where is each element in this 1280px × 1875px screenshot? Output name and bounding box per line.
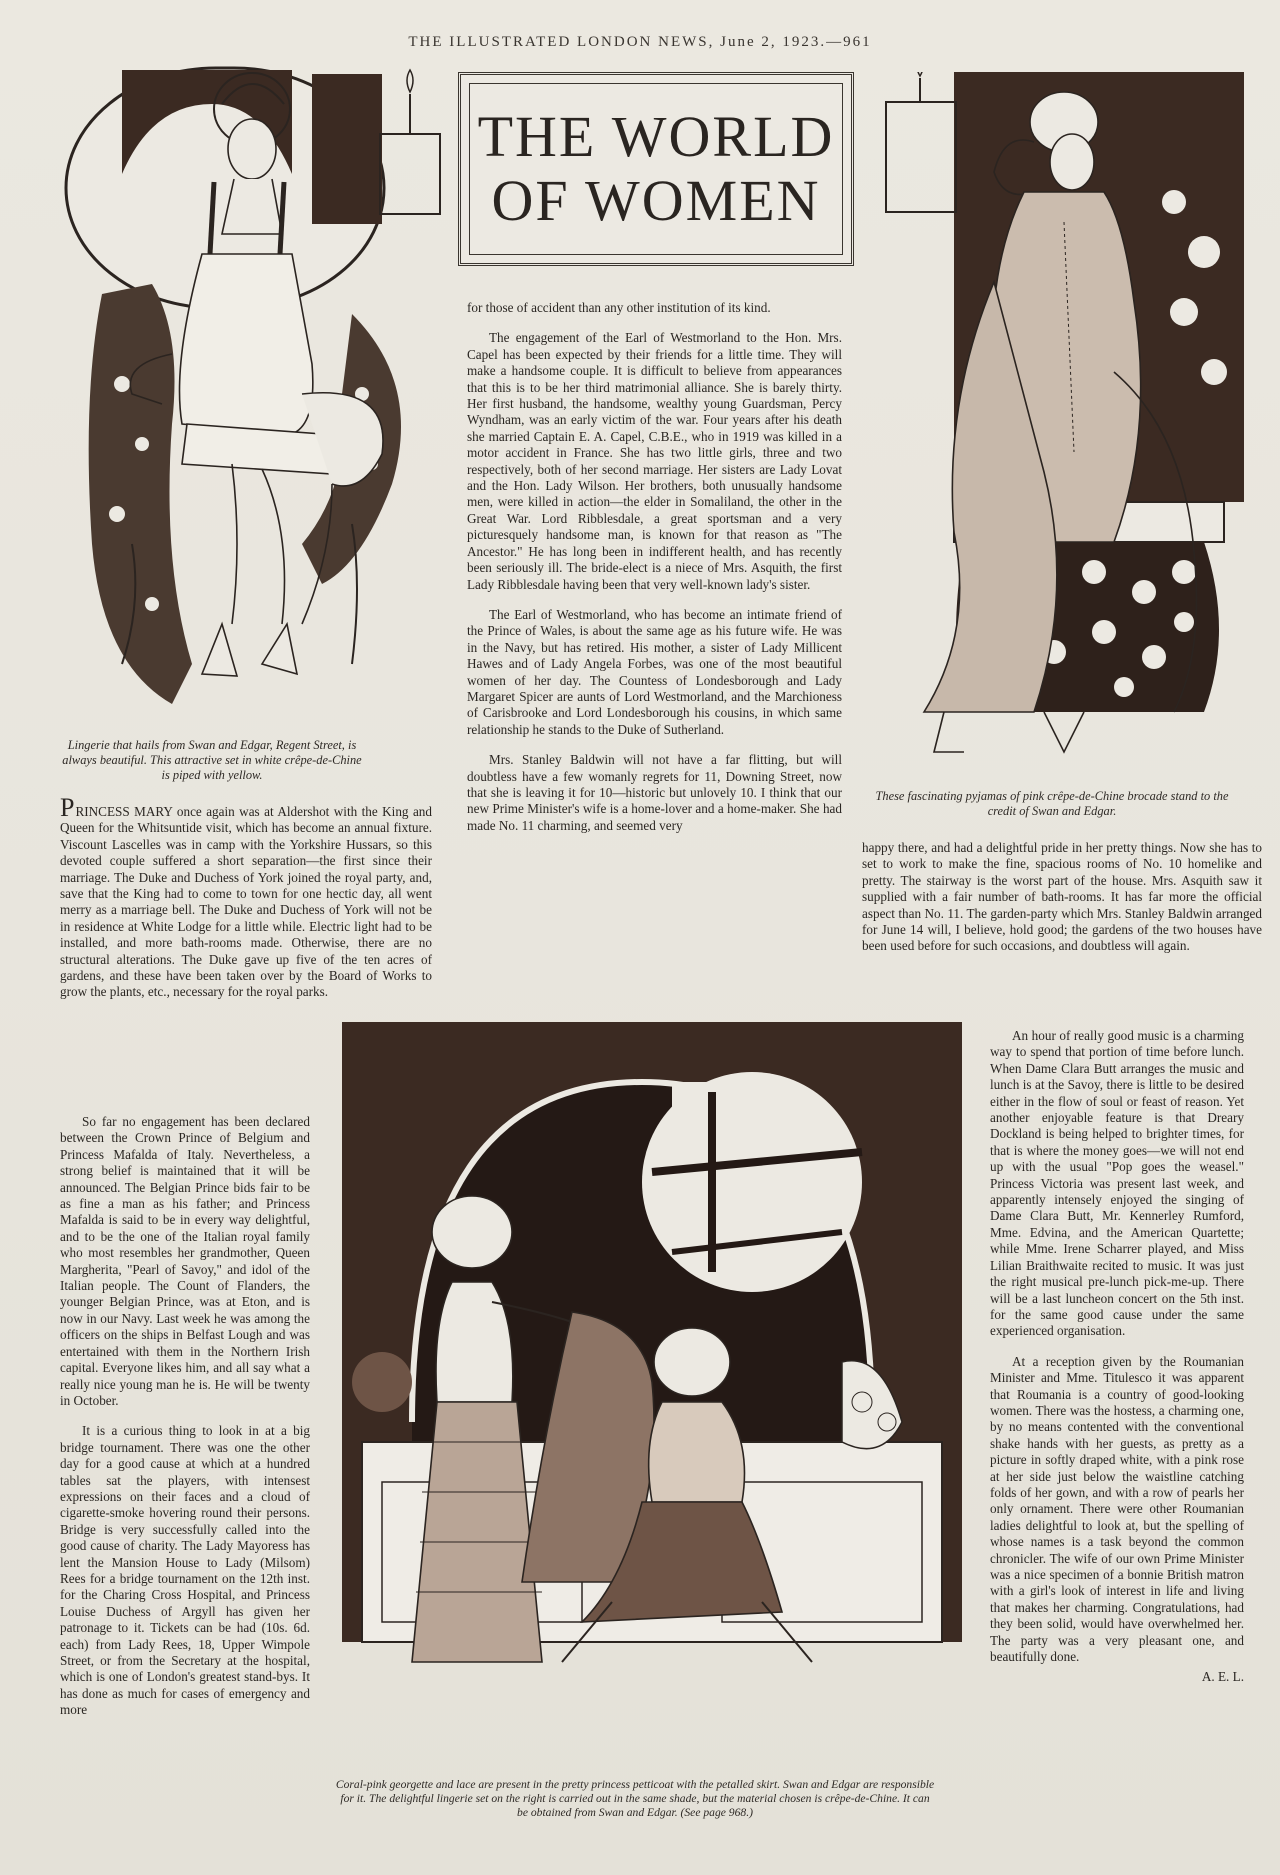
caption-top-left: Lingerie that hails from Swan and Edgar, Regent Street, is always beautiful. This attractive set in white crêpe-de-Chine is piped with yellow.: [62, 738, 362, 782]
title-frame: [469, 83, 843, 255]
column-right-bottom: [990, 1028, 1244, 1700]
paragraph: Mrs. Stanley Baldwin will not have a far flitting, but will doubtless have a few womanly regrets for 11, Downing Street, now that she is leaving it for 10—historic but unlovely 10. I think that our new Prime Minister's wife is a home-lover and a home-maker. She had made No. 11 charming, and seemed very: [467, 752, 842, 833]
signature: A. E. L.: [1201, 1669, 1244, 1685]
illustration-lingerie-set: [62, 64, 452, 732]
running-head: THE ILLUSTRATED LONDON NEWS, June 2, 1923.—961: [408, 34, 872, 50]
title-box: [458, 72, 854, 266]
paragraph: So far no engagement has been declared between the Crown Prince of Belgium and Princess Mafalda of Italy. Nevertheless, a strong belief is maintained that it will be announced. The Belgian Prince bids fair to be as fine a man as his father; and Princess Mafalda is said to be in every way delightful, and to be the one of the Italian royal family who most resembles her grandmother, Queen Margherita, "Pearl of Savoy," and idol of the Italian people. The Count of Flanders, the younger Belgian Prince, was at Eton, and is now in our Navy. Last week he was among the officers on the ships in Belfast Lough and was entertained with them in the Northern Irish capital. Everyone likes him, and all say what a really nice young man he is. He will be twenty in October.: [60, 1114, 310, 1408]
column-right-top: [862, 840, 1262, 969]
drop-cap: P: [60, 793, 76, 822]
column-center-top: [467, 300, 842, 848]
caption-top-right: These fascinating pyjamas of pink crêpe-de-Chine brocade stand to the credit of Swan and Edgar.: [875, 789, 1229, 818]
paragraph: The Earl of Westmorland, who has become an intimate friend of the Prince of Wales, is about the same age as his future wife. He was in the Navy, but has retired. His mother, a sister of Lady Millicent Hawes and of Lady Angela Forbes, was one of the most beautiful women of her day. The Countess of Londesborough and Lady Margaret Spicer are aunts of Lord Westmorland, and the Marchioness of Carisbrooke and Lord Londesborough his cousins, in which same relationship he stands to the Duke of Sutherland.: [467, 606, 842, 737]
title-line-1: THE WORLD: [477, 104, 835, 169]
paragraph: It is a curious thing to look in at a big bridge tournament. There was one the other day for a good cause at which at a hundred tables sat the players, with intensest expressions on their faces and a cloud of cigarette-smoke hovering round their persons. Bridge is very successfully called into the good cause of charity. The Lady Mayoress has lent the Mansion House to Lady (Milsom) Rees for a bridge tournament on the 12th inst. for the Charing Cross Hospital, and Princess Louise Duchess of Argyll has given her patronage to it. Tickets can be had (10s. 6d. each) from Lady Rees, 18, Upper Wimpole Street, or from the Secretary at the hospital, which is one of London's greatest stand-bys. It has done as much for cases of emergency and more: [60, 1423, 310, 1718]
caption-bottom: Coral-pink georgette and lace are present in the pretty princess petticoat with the petalled skirt. Swan and Edgar are responsible for it. The delightful lingerie set on the right is carried out in the same shade, but the material chosen is crêpe-de-Chine. It can be obtained from Swan and Edgar. (See page 968.): [335, 1778, 935, 1819]
illustration-pyjamas: [884, 72, 1254, 762]
illustration-petticoat-scene: [342, 1022, 962, 1682]
column-left-narrow: [60, 1114, 310, 1733]
title-line-2: OF WOMEN: [491, 168, 821, 233]
column-left: [60, 793, 432, 1015]
paragraph: The engagement of the Earl of Westmorland to the Hon. Mrs. Capel has been expected by their friends for a little time. They will make a handsome couple. It is difficult to believe from appearances that this is to be her third matrimonial alliance. She is barely thirty. Her first husband, the handsome, wealthy young Guardsman, Percy Wyndham, was an early victim of the war. Four years after his death she married Captain E. A. Capel, C.B.E., who in 1919 was killed in a motor accident in France. She has two little girls, three and two respectively, both of her second marriage. Her sisters are Lady Lovat and the Hon. Lady Wilson. Her brothers, both unusually handsome men, were killed in action—the elder in Somaliland, the other in the Great War. Lord Ribblesdale, a great sportsman and a very picturesquely handsome man, is known for that reason as "The Ancestor." He has long been in indifferent health, and has recently been seriously ill. The bride-elect is a niece of Mrs. Asquith, the first Lady Ribblesdale having been that very well-known lady's sister.: [467, 330, 842, 592]
paragraph: happy there, and had a delightful pride in her pretty things. Now she has to set to work to make the fine, spacious rooms of No. 10 homelike and pretty. The stairway is the worst part of the house. Mrs. Asquith saw it supplied with a fair number of bath-rooms. It has far more the official aspect than No. 11. The garden-party which Mrs. Stanley Baldwin arranged for June 14 will, I believe, hold good; the gardens of the two houses have been used before for such occasions, and doubtless will again.: [862, 840, 1262, 954]
paragraph: At a reception given by the Roumanian Minister and Mme. Titulesco it was apparent that Roumania is a country of good-looking women. There was the hostess, a charming one, by no means contented with the conventional shake hands with her guests, as pretty as a picture in softly draped white, with a pink rose at her side just below the waistline catching folds of her gown, and with a row of pearls her only ornament. There were other Roumanian ladies delightful to look at, but the spelling of whose names is a task beyond the common chronicler. The wife of our own Prime Minister was a nice specimen of a bonnie British matron with a girl's look of interest in life and living that makes her charming. Congratulations, had they been solid, would have overwhelmed her. The party was a very pleasant one, and beautifully done.: [990, 1353, 1244, 1665]
paragraph: for those of accident than any other institution of its kind.: [467, 300, 771, 315]
paragraph: An hour of really good music is a charming way to spend that portion of time before lunch. When Dame Clara Butt arranges the music and lunch is at the Savoy, there is little to be desired either in the flow of soul or feast of reason. Yet another enjoyable feature is that Dreary Dockland is being helped to brighter times, for that is where the money goes—we will not end up with the usual "Pop goes the weasel." Princess Victoria was present last week, and apparently intensely enjoyed the singing of Dame Clara Butt, Mr. Kennerley Rumford, Mme. Edvina, and the American Quartette; while Mme. Irene Scharrer played, and Miss Lilian Braithwaite recited to music. It was just the right musical pre-lunch pick-me-up. There will be a last luncheon concert on the 5th inst. for the same good cause under the same experienced organisation.: [990, 1028, 1244, 1339]
paragraph-text: RINCESS MARY once again was at Aldershot with the King and Queen for the Whitsuntide visit, which has become an annual fixture. Viscount Lascelles was in camp with the Yorkshire Hussars, so this devoted couple suffered a short separation—the first since their marriage. The Duke and Duchess of York joined the royal party, and, save that the King had to come to town for one hectic day, all went merry as a marriage bell. The Duke and Duchess of York will not be in residence at White Lodge for a little while. Electric light had to be installed, and more bath-rooms made. Otherwise, there are no structural alterations. The Duke gave up five of the ten acres of gardens, and these have been taken over by the Board of Works to grow the plants, etc., necessary for the royal parks.: [60, 804, 432, 1000]
paragraph: [60, 793, 432, 1001]
